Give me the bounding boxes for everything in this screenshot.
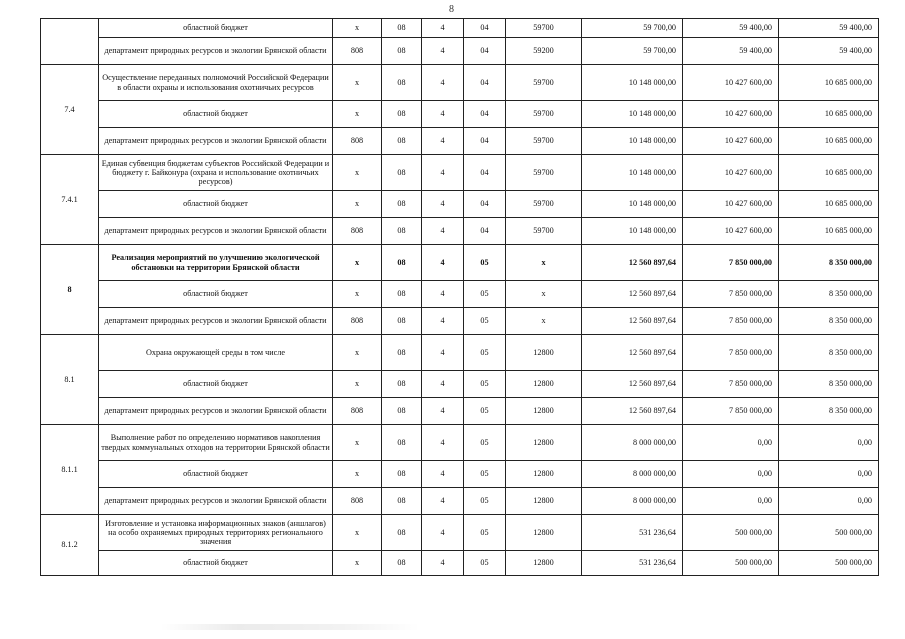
cell-cs-code-a: 04 (464, 19, 506, 38)
cell-amount-2020: 10 427 600,00 (683, 65, 779, 101)
cell-amount-2021: 10 685 000,00 (779, 191, 879, 218)
cell-cs-code-b: 59200 (506, 38, 582, 65)
cell-pr-code: 4 (422, 488, 464, 515)
cell-description: областной бюджет (99, 19, 333, 38)
cell-rz-code: 08 (382, 335, 422, 371)
table-row (41, 155, 879, 191)
cell-gr-code: 808 (333, 308, 382, 335)
cell-description: областной бюджет (99, 551, 333, 576)
cell-amount-2019: 10 148 000,00 (582, 155, 683, 191)
cell-amount-2019: 10 148 000,00 (582, 218, 683, 245)
cell-gr-code: х (333, 461, 382, 488)
cell-item-no: 8.1.1 (41, 425, 99, 515)
cell-amount-2021: 10 685 000,00 (779, 155, 879, 191)
cell-amount-2020: 500 000,00 (683, 551, 779, 576)
cell-amount-2021: 0,00 (779, 461, 879, 488)
table-row (41, 335, 879, 371)
cell-amount-2020: 10 427 600,00 (683, 218, 779, 245)
cell-rz-code: 08 (382, 155, 422, 191)
cell-cs-code-a: 05 (464, 308, 506, 335)
cell-description: областной бюджет (99, 371, 333, 398)
cell-pr-code: 4 (422, 191, 464, 218)
cell-item-no: 7.4 (41, 65, 99, 155)
cell-amount-2020: 7 850 000,00 (683, 308, 779, 335)
cell-gr-code: х (333, 281, 382, 308)
cell-cs-code-b: 59700 (506, 155, 582, 191)
cell-amount-2021: 59 400,00 (779, 38, 879, 65)
cell-amount-2020: 10 427 600,00 (683, 128, 779, 155)
cell-pr-code: 4 (422, 101, 464, 128)
cell-cs-code-a: 05 (464, 335, 506, 371)
table-row (41, 245, 879, 281)
cell-pr-code: 4 (422, 245, 464, 281)
cell-cs-code-b: 59700 (506, 191, 582, 218)
cell-cs-code-b: 12800 (506, 551, 582, 576)
cell-pr-code: 4 (422, 551, 464, 576)
cell-item-no: 8 (41, 245, 99, 335)
cell-gr-code: х (333, 371, 382, 398)
cell-pr-code: 4 (422, 38, 464, 65)
cell-amount-2020: 7 850 000,00 (683, 245, 779, 281)
table-row (41, 19, 879, 38)
cell-pr-code: 4 (422, 155, 464, 191)
cell-pr-code: 4 (422, 425, 464, 461)
cell-amount-2021: 59 400,00 (779, 19, 879, 38)
cell-amount-2019: 59 700,00 (582, 38, 683, 65)
cell-pr-code: 4 (422, 335, 464, 371)
cell-amount-2019: 8 000 000,00 (582, 461, 683, 488)
cell-amount-2019: 10 148 000,00 (582, 101, 683, 128)
cell-pr-code: 4 (422, 308, 464, 335)
cell-gr-code: 808 (333, 488, 382, 515)
cell-amount-2019: 531 236,64 (582, 515, 683, 551)
cell-gr-code: х (333, 335, 382, 371)
cell-description: областной бюджет (99, 101, 333, 128)
cell-description: Изготовление и установка информационных знаков (аншлагов) на особо охраняемых природных территориях регионального значения (99, 515, 333, 551)
table-row (41, 488, 879, 515)
cell-gr-code: х (333, 65, 382, 101)
cell-rz-code: 08 (382, 101, 422, 128)
cell-amount-2019: 12 560 897,64 (582, 398, 683, 425)
cell-rz-code: 08 (382, 38, 422, 65)
cell-amount-2020: 0,00 (683, 461, 779, 488)
cell-cs-code-a: 04 (464, 101, 506, 128)
cell-amount-2019: 12 560 897,64 (582, 371, 683, 398)
cell-amount-2020: 7 850 000,00 (683, 281, 779, 308)
cell-amount-2021: 500 000,00 (779, 551, 879, 576)
cell-cs-code-a: 05 (464, 515, 506, 551)
table-row (41, 38, 879, 65)
table-row (41, 191, 879, 218)
table-row (41, 425, 879, 461)
cell-gr-code: 808 (333, 398, 382, 425)
cell-amount-2020: 0,00 (683, 425, 779, 461)
cell-pr-code: 4 (422, 461, 464, 488)
cell-description: департамент природных ресурсов и экологии Брянской области (99, 488, 333, 515)
cell-amount-2020: 0,00 (683, 488, 779, 515)
cell-gr-code: х (333, 101, 382, 128)
table-row (41, 65, 879, 101)
budget-table (40, 18, 879, 576)
cell-cs-code-b: 59700 (506, 19, 582, 38)
cell-rz-code: 08 (382, 19, 422, 38)
cell-cs-code-b: 59700 (506, 101, 582, 128)
cell-item-no: 7.4.1 (41, 155, 99, 245)
cell-gr-code: х (333, 245, 382, 281)
cell-gr-code: 808 (333, 218, 382, 245)
cell-amount-2021: 0,00 (779, 488, 879, 515)
table-row (41, 398, 879, 425)
cell-amount-2020: 10 427 600,00 (683, 101, 779, 128)
table-row (41, 218, 879, 245)
cell-cs-code-b: 59700 (506, 218, 582, 245)
cell-amount-2020: 59 400,00 (683, 38, 779, 65)
cell-amount-2021: 8 350 000,00 (779, 281, 879, 308)
cell-description: департамент природных ресурсов и экологии Брянской области (99, 38, 333, 65)
cell-description: Единая субвенция бюджетам субъектов Российской Федерации и бюджету г. Байконура (охрана и использование охотничьих ресурсов) (99, 155, 333, 191)
page-number: 8 (449, 4, 454, 15)
scan-artifact (160, 624, 420, 630)
cell-cs-code-a: 05 (464, 425, 506, 461)
cell-description: Охрана окружающей среды в том числе (99, 335, 333, 371)
table-row (41, 461, 879, 488)
cell-cs-code-b: 12800 (506, 335, 582, 371)
cell-amount-2019: 10 148 000,00 (582, 128, 683, 155)
cell-amount-2019: 59 700,00 (582, 19, 683, 38)
cell-cs-code-b: 12800 (506, 488, 582, 515)
cell-amount-2021: 8 350 000,00 (779, 371, 879, 398)
table-row (41, 515, 879, 551)
table-row (41, 308, 879, 335)
cell-item-no (41, 19, 99, 65)
cell-amount-2021: 10 685 000,00 (779, 65, 879, 101)
cell-description: департамент природных ресурсов и экологии Брянской области (99, 218, 333, 245)
cell-amount-2021: 8 350 000,00 (779, 398, 879, 425)
cell-amount-2021: 10 685 000,00 (779, 101, 879, 128)
cell-amount-2021: 8 350 000,00 (779, 335, 879, 371)
cell-description: областной бюджет (99, 281, 333, 308)
cell-pr-code: 4 (422, 128, 464, 155)
cell-gr-code: х (333, 515, 382, 551)
cell-rz-code: 08 (382, 461, 422, 488)
cell-cs-code-a: 05 (464, 398, 506, 425)
cell-description: департамент природных ресурсов и экологии Брянской области (99, 398, 333, 425)
cell-cs-code-b: 12800 (506, 398, 582, 425)
table-body (41, 19, 879, 576)
cell-gr-code: х (333, 425, 382, 461)
cell-cs-code-a: 04 (464, 65, 506, 101)
cell-amount-2021: 10 685 000,00 (779, 218, 879, 245)
table-row (41, 101, 879, 128)
cell-rz-code: 08 (382, 371, 422, 398)
cell-pr-code: 4 (422, 398, 464, 425)
cell-cs-code-a: 04 (464, 155, 506, 191)
cell-pr-code: 4 (422, 218, 464, 245)
cell-rz-code: 08 (382, 218, 422, 245)
cell-cs-code-a: 05 (464, 245, 506, 281)
cell-pr-code: 4 (422, 515, 464, 551)
cell-pr-code: 4 (422, 281, 464, 308)
cell-rz-code: 08 (382, 308, 422, 335)
table-row (41, 281, 879, 308)
cell-item-no: 8.1 (41, 335, 99, 425)
cell-amount-2020: 59 400,00 (683, 19, 779, 38)
cell-amount-2021: 500 000,00 (779, 515, 879, 551)
table-row (41, 551, 879, 576)
cell-gr-code: х (333, 191, 382, 218)
table-row (41, 128, 879, 155)
cell-cs-code-a: 05 (464, 371, 506, 398)
cell-cs-code-b: х (506, 281, 582, 308)
cell-amount-2019: 12 560 897,64 (582, 308, 683, 335)
cell-amount-2020: 7 850 000,00 (683, 398, 779, 425)
cell-cs-code-a: 05 (464, 461, 506, 488)
cell-rz-code: 08 (382, 398, 422, 425)
cell-rz-code: 08 (382, 128, 422, 155)
cell-cs-code-a: 05 (464, 281, 506, 308)
cell-cs-code-a: 04 (464, 38, 506, 65)
table-row (41, 371, 879, 398)
cell-cs-code-a: 05 (464, 488, 506, 515)
cell-gr-code: 808 (333, 128, 382, 155)
cell-pr-code: 4 (422, 65, 464, 101)
cell-rz-code: 08 (382, 551, 422, 576)
cell-amount-2019: 8 000 000,00 (582, 425, 683, 461)
cell-description: Реализация мероприятий по улучшению экологической обстановки на территории Брянской области (99, 245, 333, 281)
cell-description: областной бюджет (99, 461, 333, 488)
cell-cs-code-b: 59700 (506, 65, 582, 101)
cell-amount-2020: 7 850 000,00 (683, 371, 779, 398)
cell-description: департамент природных ресурсов и экологии Брянской области (99, 308, 333, 335)
cell-description: Выполнение работ по определению нормативов накопления твердых коммунальных отходов на территории Брянской области (99, 425, 333, 461)
cell-description: департамент природных ресурсов и экологии Брянской области (99, 128, 333, 155)
cell-pr-code: 4 (422, 19, 464, 38)
cell-cs-code-a: 04 (464, 128, 506, 155)
cell-cs-code-a: 04 (464, 191, 506, 218)
cell-gr-code: х (333, 155, 382, 191)
cell-amount-2021: 10 685 000,00 (779, 128, 879, 155)
cell-amount-2020: 10 427 600,00 (683, 191, 779, 218)
cell-cs-code-b: 12800 (506, 515, 582, 551)
cell-cs-code-a: 04 (464, 218, 506, 245)
cell-rz-code: 08 (382, 191, 422, 218)
cell-cs-code-b: 12800 (506, 371, 582, 398)
cell-cs-code-b: х (506, 245, 582, 281)
cell-cs-code-b: 12800 (506, 425, 582, 461)
cell-amount-2021: 8 350 000,00 (779, 245, 879, 281)
cell-rz-code: 08 (382, 281, 422, 308)
cell-amount-2019: 10 148 000,00 (582, 65, 683, 101)
cell-amount-2019: 12 560 897,64 (582, 245, 683, 281)
cell-amount-2019: 12 560 897,64 (582, 335, 683, 371)
cell-rz-code: 08 (382, 488, 422, 515)
cell-amount-2020: 7 850 000,00 (683, 335, 779, 371)
cell-cs-code-b: х (506, 308, 582, 335)
cell-amount-2020: 500 000,00 (683, 515, 779, 551)
cell-description: областной бюджет (99, 191, 333, 218)
cell-description: Осуществление переданных полномочий Российской Федерации в области охраны и использования охотничьих ресурсов (99, 65, 333, 101)
cell-cs-code-b: 12800 (506, 461, 582, 488)
cell-rz-code: 08 (382, 515, 422, 551)
cell-amount-2021: 0,00 (779, 425, 879, 461)
cell-rz-code: 08 (382, 425, 422, 461)
cell-gr-code: х (333, 19, 382, 38)
cell-cs-code-b: 59700 (506, 128, 582, 155)
cell-pr-code: 4 (422, 371, 464, 398)
cell-amount-2019: 10 148 000,00 (582, 191, 683, 218)
cell-amount-2020: 10 427 600,00 (683, 155, 779, 191)
cell-item-no: 8.1.2 (41, 515, 99, 576)
cell-gr-code: 808 (333, 38, 382, 65)
cell-amount-2019: 12 560 897,64 (582, 281, 683, 308)
cell-cs-code-a: 05 (464, 551, 506, 576)
cell-amount-2019: 8 000 000,00 (582, 488, 683, 515)
cell-amount-2019: 531 236,64 (582, 551, 683, 576)
cell-gr-code: х (333, 551, 382, 576)
cell-amount-2021: 8 350 000,00 (779, 308, 879, 335)
cell-rz-code: 08 (382, 245, 422, 281)
cell-rz-code: 08 (382, 65, 422, 101)
